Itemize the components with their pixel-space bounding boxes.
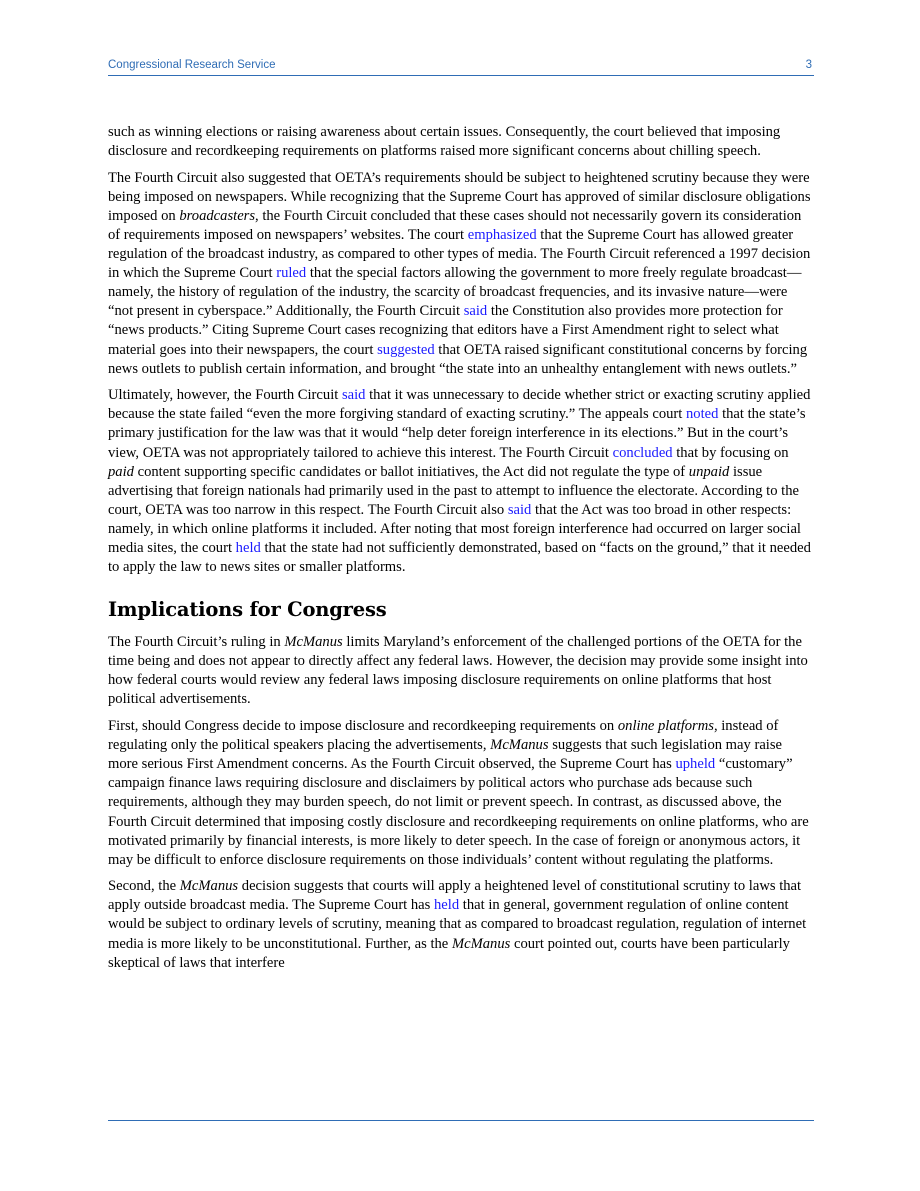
text-run: suggests that such legislation may raise more serious First Amendment concerns. As the Fourth Circuit observed, the Supreme Court has: [108, 737, 783, 773]
italic-term: McManus: [179, 878, 239, 895]
header-source: Congressional Research Service: [108, 59, 276, 71]
text-run: that the state had not sufficiently demonstrated, based on “facts on the ground,” that it needed to apply the law to news sites or smaller platforms.: [108, 539, 811, 576]
text-run: that the Act was too broad in other respects: namely, in which online platforms it included. After noting that most foreign interference had occurred on larger social media sites, the court: [108, 501, 801, 556]
page-header: [108, 58, 814, 76]
text-run: decision suggests that courts will apply a heightened level of constitutional scrutiny to laws that apply outside broadcast media. The Supreme Court has: [108, 878, 802, 914]
footer-rule: [108, 1120, 814, 1121]
link-noted[interactable]: noted: [686, 406, 719, 423]
link-held[interactable]: held: [235, 539, 261, 556]
italic-term: paid: [108, 463, 134, 480]
text-run: that it was unnecessary to decide whether strict or exacting scrutiny applied because the state failed “even the more forgiving standard of exacting scrutiny.” The appeals court: [108, 387, 811, 423]
document-body: [108, 123, 814, 980]
text-run: that the Supreme Court has allowed greater regulation of the broadcast industry, as compared to other types of media. The Fourth Circuit referenced a 1997 decision in which the Supreme Court: [108, 226, 811, 282]
text-run: “customary” campaign finance laws requiring disclosure and disclaimers by political actors who purchase ads because such requirements, although they may burden speech, do not limit or prevent speech. In contrast, as discussed above, the Fourth Circuit determined that imposing costly disclosure and recordkeeping requirements on online platforms, who are motivated primarily by financial interests, is more likely to deter speech. In the case of foreign or anonymous actors, it may be difficult to enforce disclosure requirements on those individuals’ content without regulating the platforms.: [108, 756, 809, 868]
italic-term: unpaid: [688, 463, 730, 480]
link-concluded[interactable]: concluded: [612, 444, 673, 461]
text-run: that by focusing on: [672, 444, 789, 461]
text-run: , instead of regulating only the political speakers placing the advertisements,: [108, 718, 779, 754]
page-number: 3: [805, 59, 812, 71]
section-heading: Implications for Congress: [108, 598, 387, 622]
italic-term: broadcasters: [179, 207, 256, 224]
link-held[interactable]: held: [434, 897, 460, 914]
text-run: issue advertising that foreign nationals had primarily used in the past to attempt to influence the electorate. According to the court, OETA was too narrow in this respect. The Fourth Circuit also: [108, 463, 799, 518]
link-emphasized[interactable]: emphasized: [467, 226, 537, 243]
text-run: The Fourth Circuit also suggested that OETA’s requirements should be subject to heightened scrutiny because they were being imposed on newspapers. While recognizing that the Supreme Court has approved of similar disclosure obligations imposed on: [108, 169, 811, 224]
text-run: Ultimately, however, the Fourth Circuit: [108, 387, 342, 404]
paragraph-4: [108, 633, 814, 709]
link-said[interactable]: said: [507, 501, 532, 518]
text-run: The Fourth Circuit’s ruling in: [108, 634, 285, 651]
text-run: that OETA raised significant constitutional concerns by forcing news outlets to publish certain information, and brought “the state into an unhealthy entanglement with news outlets.”: [108, 341, 808, 377]
paragraph-6: [108, 877, 814, 972]
text-run: that in general, government regulation of online content would be subject to ordinary levels of scrutiny, meaning that as compared to broadcast regulation, regulation of internet media is more likely to be unconstitutional. Further, as the: [108, 897, 807, 952]
italic-term: McManus: [451, 935, 511, 952]
text-run: that the special factors allowing the government to more freely regulate broadcast—namely, the history of regulation of the industry, the scarcity of broadcast frequencies, and its invasive nature—were “not present in cyberspace.” Additionally, the Fourth Circuit: [108, 265, 802, 320]
italic-term: online platforms: [617, 718, 714, 735]
text-run: such as winning elections or raising awareness about certain issues. Consequently, the court believed that imposing disclosure and recordkeeping requirements on platforms raised more significant concerns about chilling speech.: [108, 124, 781, 160]
link-ruled[interactable]: ruled: [276, 265, 307, 282]
link-suggested[interactable]: suggested: [377, 341, 435, 358]
italic-term: McManus: [284, 634, 343, 651]
link-upheld[interactable]: upheld: [675, 756, 716, 773]
link-said[interactable]: said: [463, 303, 488, 320]
paragraph-5: [108, 717, 814, 870]
text-run: limits Maryland’s enforcement of the challenged portions of the OETA for the time being and does not appear to directly affect any federal laws. However, the decision may provide some insight into how federal courts would review any federal laws imposing disclosure requirements on online platforms that host political advertisements.: [108, 634, 808, 708]
text-run: court pointed out, courts have been particularly skeptical of laws that interfere: [108, 935, 790, 971]
link-said[interactable]: said: [341, 387, 366, 404]
paragraph-3: [108, 386, 814, 577]
text-run: First, should Congress decide to impose disclosure and recordkeeping requirements on: [108, 718, 618, 735]
text-run: content supporting specific candidates or ballot initiatives, the Act did not regulate the type of: [133, 463, 689, 480]
paragraph-1: [108, 123, 814, 161]
text-run: the Constitution also provides more protection for “news products.” Citing Supreme Court cases recognizing that editors have a First Amendment right to select what material goes into their newspapers, the court: [108, 303, 783, 358]
text-run: that the state’s primary justification for the law was that it would “help deter foreign interference in its elections.” But in the court’s view, OETA was not appropriately tailored to achieve this interest. The Fourth Circuit: [108, 406, 806, 461]
paragraph-2: [108, 169, 814, 379]
text-run: , the Fourth Circuit concluded that these cases should not necessarily govern its consideration of requirements imposed on newspapers’ websites. The court: [108, 207, 802, 243]
italic-term: McManus: [490, 737, 549, 754]
text-run: Second, the: [108, 878, 180, 895]
